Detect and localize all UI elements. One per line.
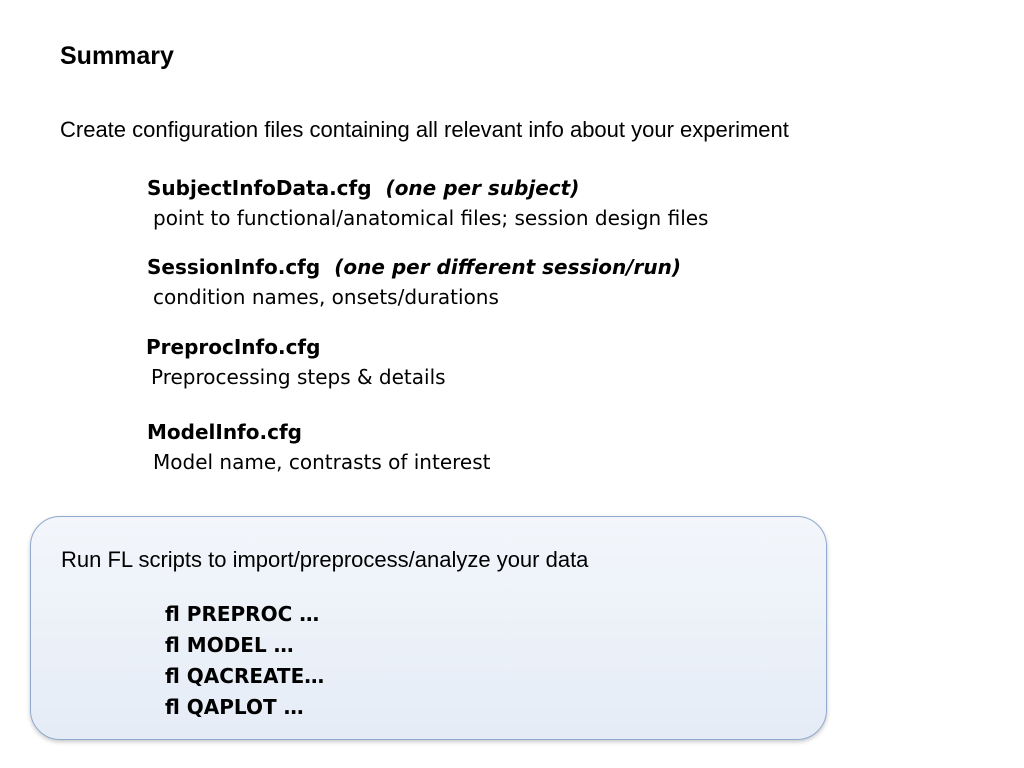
command-item: fl QACREATE…: [165, 664, 325, 688]
config-note: (one per subject): [385, 176, 580, 200]
config-description: Preprocessing steps & details: [151, 365, 446, 389]
run-scripts-box: [30, 516, 827, 740]
config-filename: SubjectInfoData.cfg: [147, 176, 372, 200]
intro-text: Create configuration files containing all relevant info about your experiment: [60, 117, 789, 142]
config-filename: PreprocInfo.cfg: [146, 335, 321, 359]
config-item-modelinfo: [147, 417, 490, 477]
config-description: point to functional/anatomical files; session design files: [153, 206, 709, 230]
config-description: condition names, onsets/durations: [153, 285, 499, 309]
config-item-subjectinfodata: [147, 173, 708, 233]
config-filename: SessionInfo.cfg: [147, 255, 321, 279]
config-item-preprocinfo: [146, 332, 446, 392]
command-item: fl MODEL …: [165, 633, 294, 657]
command-item: fl PREPROC …: [165, 602, 320, 626]
run-box-title: Run FL scripts to import/preprocess/analyze your data: [61, 547, 589, 572]
slide-title: Summary: [60, 42, 174, 70]
command-item: fl QAPLOT …: [165, 695, 304, 719]
command-list: [165, 599, 324, 723]
config-filename: ModelInfo.cfg: [147, 420, 302, 444]
config-description: Model name, contrasts of interest: [153, 450, 491, 474]
config-item-sessioninfo: [147, 252, 681, 312]
config-note: (one per different session/run): [334, 255, 682, 279]
